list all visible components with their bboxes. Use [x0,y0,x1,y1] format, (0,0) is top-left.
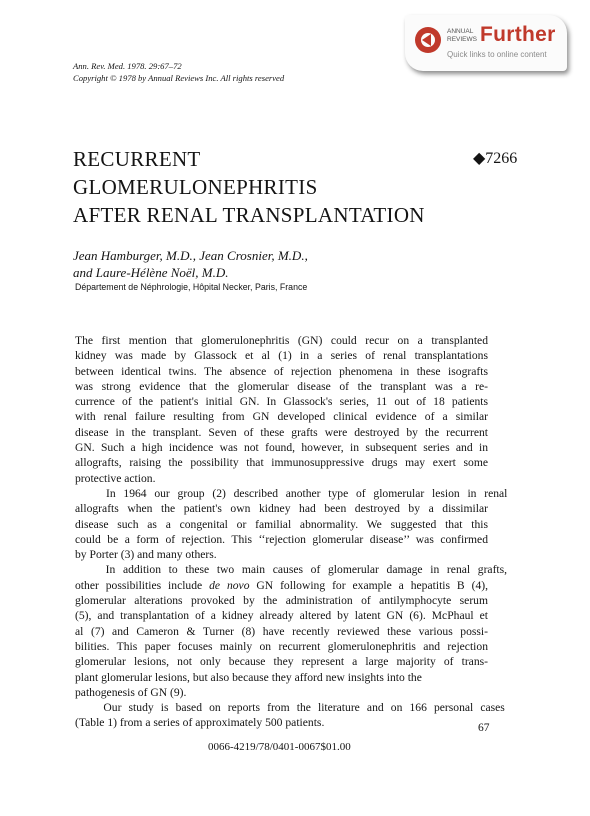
body-line: pathogenesis of GN (9). [75,685,187,699]
title-line: GLOMERULONEPHRITIS [73,175,318,199]
title-line: RECURRENT [73,147,201,171]
page-number: 67 [478,722,490,734]
body-line: GN. Such a high incidence was not found, however, in subsequent series and in [75,441,488,455]
body-line: kidney was made by Glassock et al (1) in a series of renal transplantations [75,349,488,363]
de-novo-emphasis: de novo [209,578,250,592]
annual-reviews-label: ANNUAL REVIEWS [447,28,477,43]
author-list [73,247,308,281]
body-line: was strong evidence that the glomerular disease of the transplant was a re- [75,379,488,393]
body-line: by Porter (3) and many others. [75,548,217,562]
body-line: (5), and transplantation of a kidney already altered by latent GN (6). McPhaul et [75,609,488,623]
body-line: Our study is based on reports from the literature and on 166 personal cases [75,701,505,715]
further-tagline: Quick links to online content [447,50,547,59]
author-line: and Laure-Hélène Noël, M.D. [73,265,229,280]
further-badge[interactable] [405,15,567,71]
footer-code: 0066-4219/78/0401-0067$01.00 [208,741,351,753]
body-line: other possibilities include de novo GN following for example a hepatitis B (4), [75,578,488,592]
body-line: allografts, raising the possibility that immunosuppressive drugs may exert some [75,456,488,470]
body-line: between identical twins. The absence of rejection phenomena in these isografts [75,364,488,378]
author-line: Jean Hamburger, M.D., Jean Crosnier, M.D., [73,248,308,263]
body-line: currence of the patient's initial GN. In Glassock's series, 11 out of 18 patients [75,395,488,409]
citation-line: Ann. Rev. Med. 1978. 29:67–72 [73,61,182,71]
body-line: could be a form of rejection. This ‘‘rejection glomerular disease’’ was confirmed [75,532,488,546]
body-line: allografts when the patient's own kidney had been destroyed by a dissimilar [75,502,488,516]
affiliation: Département de Néphrologie, Hôpital Necker, Paris, France [75,282,308,292]
body-line: In addition to these two main causes of glomerular damage in renal grafts, [75,563,508,577]
body-line: bilities. This paper focuses mainly on recurrent glomerulonephritis and rejection [75,639,488,653]
body-line: protective action. [75,471,156,485]
further-label: Further [480,23,556,46]
reference-code: ◆7266 [473,150,518,167]
body-line: glomerular alterations provoked by the administration of antilymphocyte serum [75,594,488,608]
copyright-line: Copyright © 1978 by Annual Reviews Inc. All rights reserved [73,72,285,83]
article-body [75,333,508,731]
body-line: glomerular lesions, not only because they represent a large majority of trans- [75,655,488,669]
body-line: al (7) and Cameron & Turner (8) have recently reviewed these various possi- [75,624,488,638]
journal-citation [73,61,284,84]
body-line: The first mention that glomerulonephritis (GN) could recur on a transplanted [75,334,488,347]
title-line: AFTER RENAL TRANSPLANTATION [73,203,425,227]
body-line: disease such as a congenital or familial abnormality. We suggested that this [75,517,488,531]
arrow-left-icon [422,34,431,46]
body-line: (Table 1) from a series of approximately 500 patients. [75,716,325,730]
body-line: disease in the transplant. Seven of these grafts were destroyed by the recurrent [75,425,488,439]
article-title [73,145,425,229]
body-line: plant glomerular lesions, but also because they afford new insights into the [75,670,422,684]
body-line: with renal failure resulting from GN developed clinical evidence of a similar [75,410,488,424]
body-line: In 1964 our group (2) described another type of glomerular lesion in renal [75,486,508,500]
